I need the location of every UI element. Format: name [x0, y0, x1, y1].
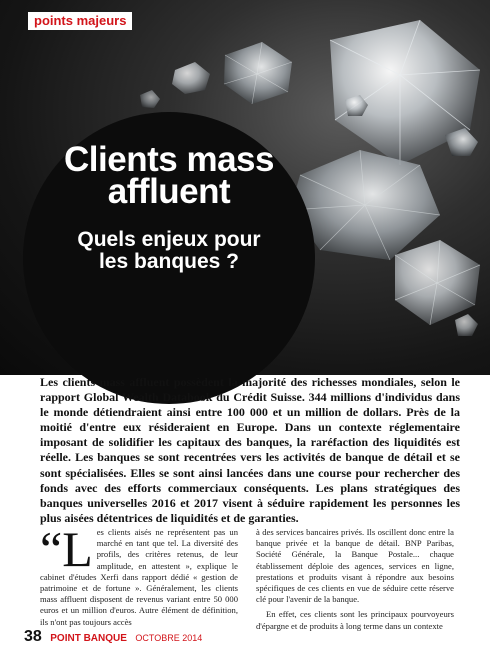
page-footer: [24, 628, 202, 646]
page-title: [23, 140, 315, 211]
section-tag: points majeurs: [28, 12, 132, 30]
diamond-top: [224, 42, 292, 104]
magazine-name: POINT BANQUE: [50, 633, 127, 644]
subtitle-line-2: les banques ?: [98, 250, 240, 273]
page-subtitle: [23, 229, 315, 273]
body-text-col2-p1: à des services bancaires privés. Ils oscillent donc entre la banque privée et la banque de détail. BNP Paribas, Société Générale, la Banque Postale... chaque établissement déploie des agences, services en ligne, prestations et produits visant à répondre aux besoins spécifiques de ces clients en vue de séduire cette réserve clé pour l'avenir de la banque.: [256, 527, 454, 605]
body-column-2: [256, 527, 454, 636]
body-text-col2-p2: En effet, ces clients sont les principaux pourvoyeurs d'épargne et de produits à long terme dans un contexte: [256, 609, 454, 631]
issue-date: OCTOBRE 2014: [135, 633, 203, 643]
title-line-2: affluent: [107, 172, 231, 211]
body-column-1: [40, 521, 238, 628]
page-number: 38: [24, 628, 42, 645]
subtitle-line-1: Quels enjeux pour: [77, 228, 261, 251]
intro-paragraph: Les clients mass affluent possèdent la majorité des richesses mondiales, selon le rapport Global Wealth Databook du Crédit Suisse. 344 millions d'individus dans le monde détiendraient ainsi entre 100 000 et un million de dollars. Près de la moitié d'entre eux résideraient en Europe. Dans un contexte réglementaire imposant de solidifier les capitaux des banques, la raréfaction des liquidités est réelle. Les banques se sont recentrées vers les activités de banque de détail et se sont spécialisées. Elles se sont ainsi lancées dans une course pour rechercher des fonds avec des efforts commerciaux conséquents. Les plans stratégiques des banques universelles 2016 et 2017 visent à séduire rapidement les personnes les plus aisées détentrices de liquidités et de garanties.: [40, 375, 460, 525]
body-text-col1: es clients aisés ne représentent pas un marché en tant que tel. La diversité des profils, des critères retenus, de leur amplitude, en attestent », explique le cabinet d'études Xerfi dans rapport dédié « gestion de patrimoine et de fortune ». Généralement, les clients mass affluent disposent de revenus variant entre 50 000 euros et un million d'euros. Autre élément de définition, ils n'ont pas toujours accès: [40, 527, 238, 627]
title-line-1: Clients mass: [64, 140, 274, 179]
dropcap: “L: [40, 521, 93, 577]
